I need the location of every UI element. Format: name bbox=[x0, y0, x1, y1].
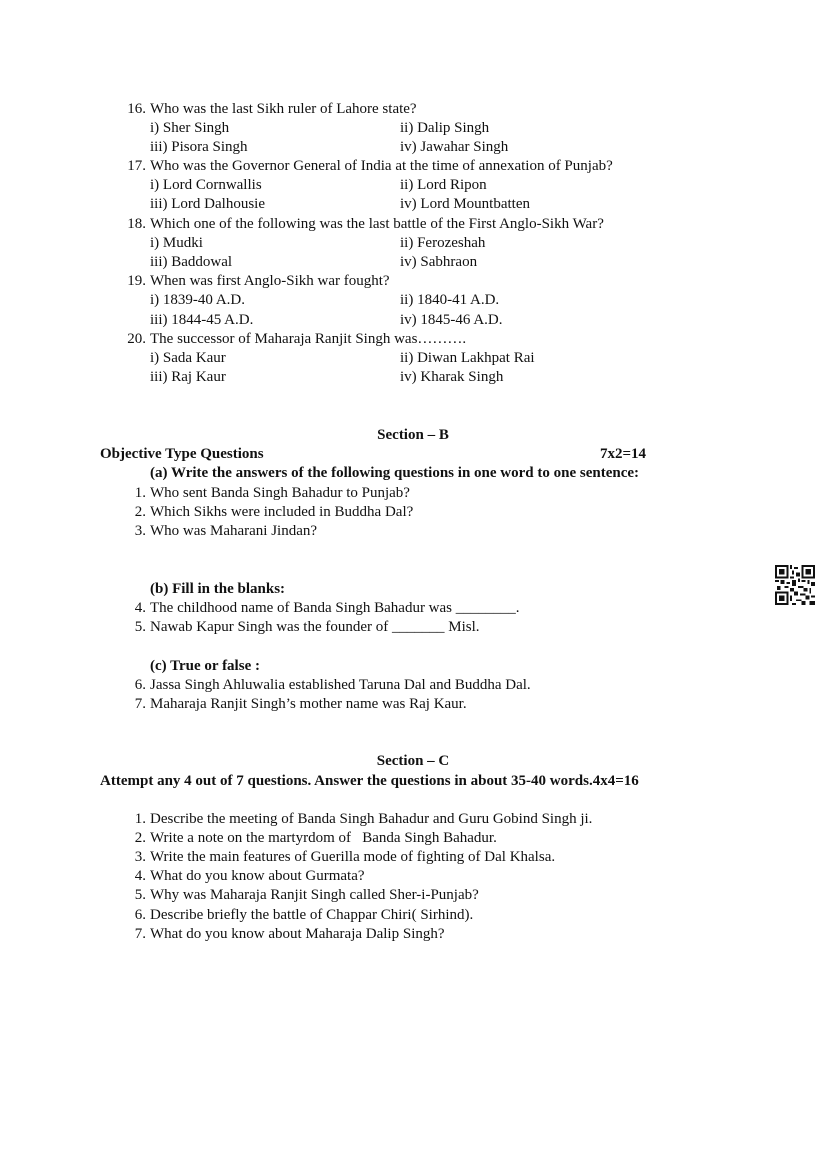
item-number: 3. bbox=[134, 849, 146, 865]
item-text: Why was Maharaja Ranjit Singh called Sher-i-Punjab? bbox=[150, 887, 479, 903]
item-number: 7. bbox=[134, 926, 146, 942]
part-a-heading: (a) Write the answers of the following questions in one word to one sentence: bbox=[150, 465, 640, 481]
item-number: 5. bbox=[134, 619, 146, 635]
section-b-heading: Objective Type Questions bbox=[100, 446, 264, 462]
option: ii) Lord Ripon bbox=[400, 177, 487, 193]
item-text: Describe the meeting of Banda Singh Bahadur and Guru Gobind Singh ji. bbox=[150, 811, 593, 827]
option: i) Mudki bbox=[150, 235, 203, 251]
question-number: 19. bbox=[127, 273, 146, 289]
question-text: Who was the last Sikh ruler of Lahore state? bbox=[150, 101, 417, 117]
option: iii) Raj Kaur bbox=[150, 369, 226, 385]
option: i) 1839-40 A.D. bbox=[150, 292, 245, 308]
section-c-marks: 4x4=16 bbox=[592, 773, 639, 789]
question-number: 20. bbox=[127, 331, 146, 347]
question-number: 18. bbox=[127, 216, 146, 232]
item-text: Which Sikhs were included in Buddha Dal? bbox=[150, 504, 414, 520]
option: iii) Pisora Singh bbox=[150, 139, 248, 155]
item-number: 2. bbox=[134, 504, 146, 520]
item-text: Write a note on the martyrdom of Banda Singh Bahadur. bbox=[150, 830, 497, 846]
question-text: Who was the Governor General of India at the time of annexation of Punjab? bbox=[150, 158, 613, 174]
option: ii) Diwan Lakhpat Rai bbox=[400, 350, 535, 366]
option: ii) 1840-41 A.D. bbox=[400, 292, 500, 308]
item-number: 2. bbox=[134, 830, 146, 846]
item-text: Maharaja Ranjit Singh’s mother name was Raj Kaur. bbox=[150, 696, 467, 712]
part-b-heading: (b) Fill in the blanks: bbox=[150, 581, 286, 597]
item-text: The childhood name of Banda Singh Bahadur was ________. bbox=[150, 600, 520, 616]
item-number: 1. bbox=[134, 485, 146, 501]
option: ii) Dalip Singh bbox=[400, 120, 490, 136]
item-number: 4. bbox=[134, 868, 146, 884]
item-text: Nawab Kapur Singh was the founder of _______ Misl. bbox=[150, 619, 480, 635]
option: iii) Lord Dalhousie bbox=[150, 196, 265, 212]
section-c-title: Section – C bbox=[376, 753, 450, 769]
option: iv) Lord Mountbatten bbox=[400, 196, 530, 212]
item-number: 7. bbox=[134, 696, 146, 712]
option: iv) Sabhraon bbox=[400, 254, 478, 270]
item-text: Who was Maharani Jindan? bbox=[150, 523, 318, 539]
section-c-heading-row bbox=[100, 772, 639, 791]
question-number: 17. bbox=[127, 158, 146, 174]
item-number: 5. bbox=[134, 887, 146, 903]
section-b-marks: 7x2=14 bbox=[600, 446, 647, 462]
option: iv) 1845-46 A.D. bbox=[400, 312, 503, 328]
option: iii) 1844-45 A.D. bbox=[150, 312, 254, 328]
item-text: What do you know about Gurmata? bbox=[150, 868, 365, 884]
option: iii) Baddowal bbox=[150, 254, 233, 270]
option: ii) Ferozeshah bbox=[400, 235, 486, 251]
item-number: 1. bbox=[134, 811, 146, 827]
question-text: When was first Anglo-Sikh war fought? bbox=[150, 273, 390, 289]
item-number: 6. bbox=[134, 907, 146, 923]
section-c-heading: Attempt any 4 out of 7 questions. Answer the questions in about 35-40 words. bbox=[100, 773, 593, 789]
item-text: Write the main features of Guerilla mode of fighting of Dal Khalsa. bbox=[150, 849, 556, 865]
item-number: 6. bbox=[134, 677, 146, 693]
question-text: The successor of Maharaja Ranjit Singh was………. bbox=[150, 331, 467, 347]
item-number: 3. bbox=[134, 523, 146, 539]
item-text: Who sent Banda Singh Bahadur to Punjab? bbox=[150, 485, 410, 501]
item-number: 4. bbox=[134, 600, 146, 616]
item-text: Jassa Singh Ahluwalia established Taruna Dal and Buddha Dal. bbox=[150, 677, 531, 693]
question-number: 16. bbox=[127, 101, 146, 117]
option: i) Sada Kaur bbox=[150, 350, 226, 366]
part-c-heading: (c) True or false : bbox=[150, 658, 260, 674]
option: i) Sher Singh bbox=[150, 120, 230, 136]
question-text: Which one of the following was the last battle of the First Anglo-Sikh War? bbox=[150, 216, 604, 232]
option: i) Lord Cornwallis bbox=[150, 177, 262, 193]
qr-code-icon bbox=[775, 565, 815, 605]
item-text: What do you know about Maharaja Dalip Singh? bbox=[150, 926, 445, 942]
option: iv) Kharak Singh bbox=[400, 369, 504, 385]
section-b-title: Section – B bbox=[377, 427, 449, 443]
item-text: Describe briefly the battle of Chappar Chiri( Sirhind). bbox=[150, 907, 474, 923]
option: iv) Jawahar Singh bbox=[400, 139, 509, 155]
